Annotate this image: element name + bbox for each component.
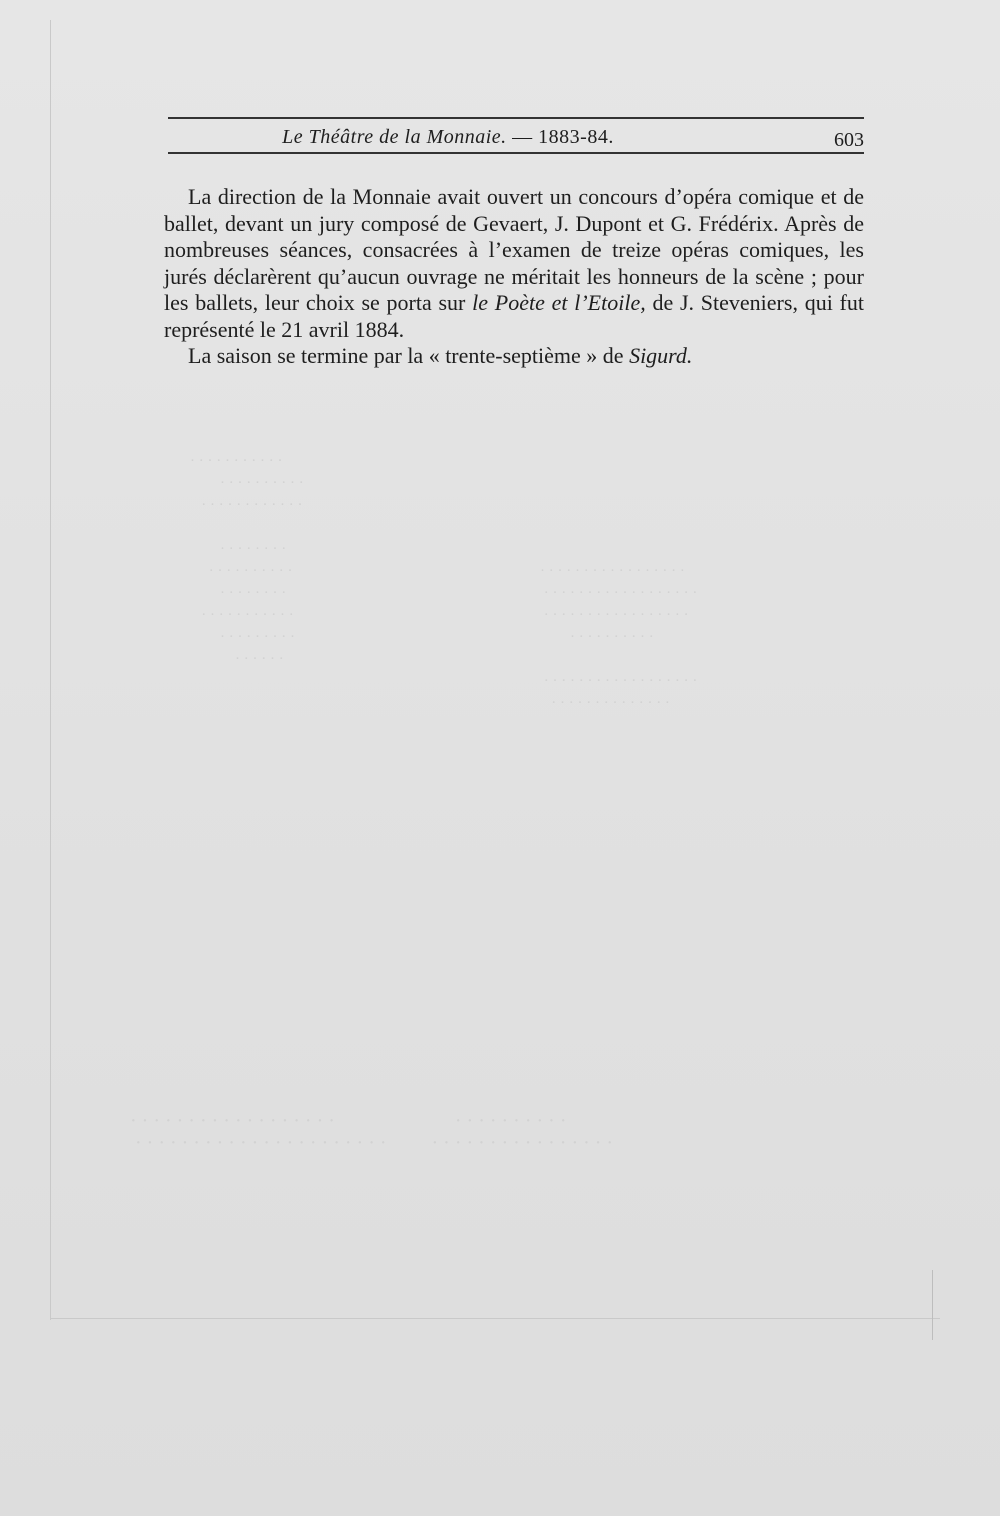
ballet-title: le Poète et l’Etoile, <box>472 290 646 315</box>
bleed-through-right: · · · · · · · · · · · · · · · · · · · · · · · · · · · · · · · · · · · · · · · · · · · · · · · · · · · · · · · · · · · · · · · · · · · · · · · · · · · · · · · · · · · · · · · · · · · · · · <box>540 563 698 711</box>
page-frame-bottom <box>50 1318 940 1319</box>
bleed-through-left: · · · · · · · · · · · · · · · · · · · · · · · · · · · · · · · · · · · · · · · · · · · · · · · · · · · · · · · · · · · · · · · · · · · · · · · · · · · · · · · · · · · · · <box>190 453 304 667</box>
running-title-dates: — 1883-84. <box>506 126 614 148</box>
paragraph-season-end <box>164 343 864 370</box>
body-text <box>164 184 864 370</box>
running-title <box>168 126 728 149</box>
bleed-through-bottom: · · · · · · · · · · · · · · · · · · · · · · · · · · · · · · · · · · · · · · · · · · · · · · · · · · · · · · · · · · · · · · · · · · <box>130 1110 614 1154</box>
paragraph-competition-text: La direction de la Monnaie avait ouvert un concours d’opéra comique et de ballet, devant un jury composé de Gevaert, J. Dupont et G. Frédérix. Après de nombreuses séances, consacrées à l’examen de treize opéras comiques, les jurés déclarèrent qu’aucun ouvrage ne méritait les honneurs de la scène ; pour les ballets, leur choix se porta sur <box>164 184 864 315</box>
header-rule-top <box>168 117 864 119</box>
paragraph-season-end-text: La saison se termine par la « trente-septième » de <box>188 343 630 368</box>
page-number: 603 <box>834 129 864 151</box>
paragraph-competition <box>164 184 864 343</box>
header-rule-bottom <box>168 152 864 154</box>
running-title-text: Le Théâtre de la Monnaie. <box>282 126 507 148</box>
page-frame-right <box>932 1270 933 1340</box>
page-frame-left <box>50 20 51 1320</box>
paragraph-competition-end: de J. Steveniers, qui fut représenté le 21 avril 1884. <box>164 290 864 342</box>
opera-title: Sigurd. <box>629 343 693 368</box>
